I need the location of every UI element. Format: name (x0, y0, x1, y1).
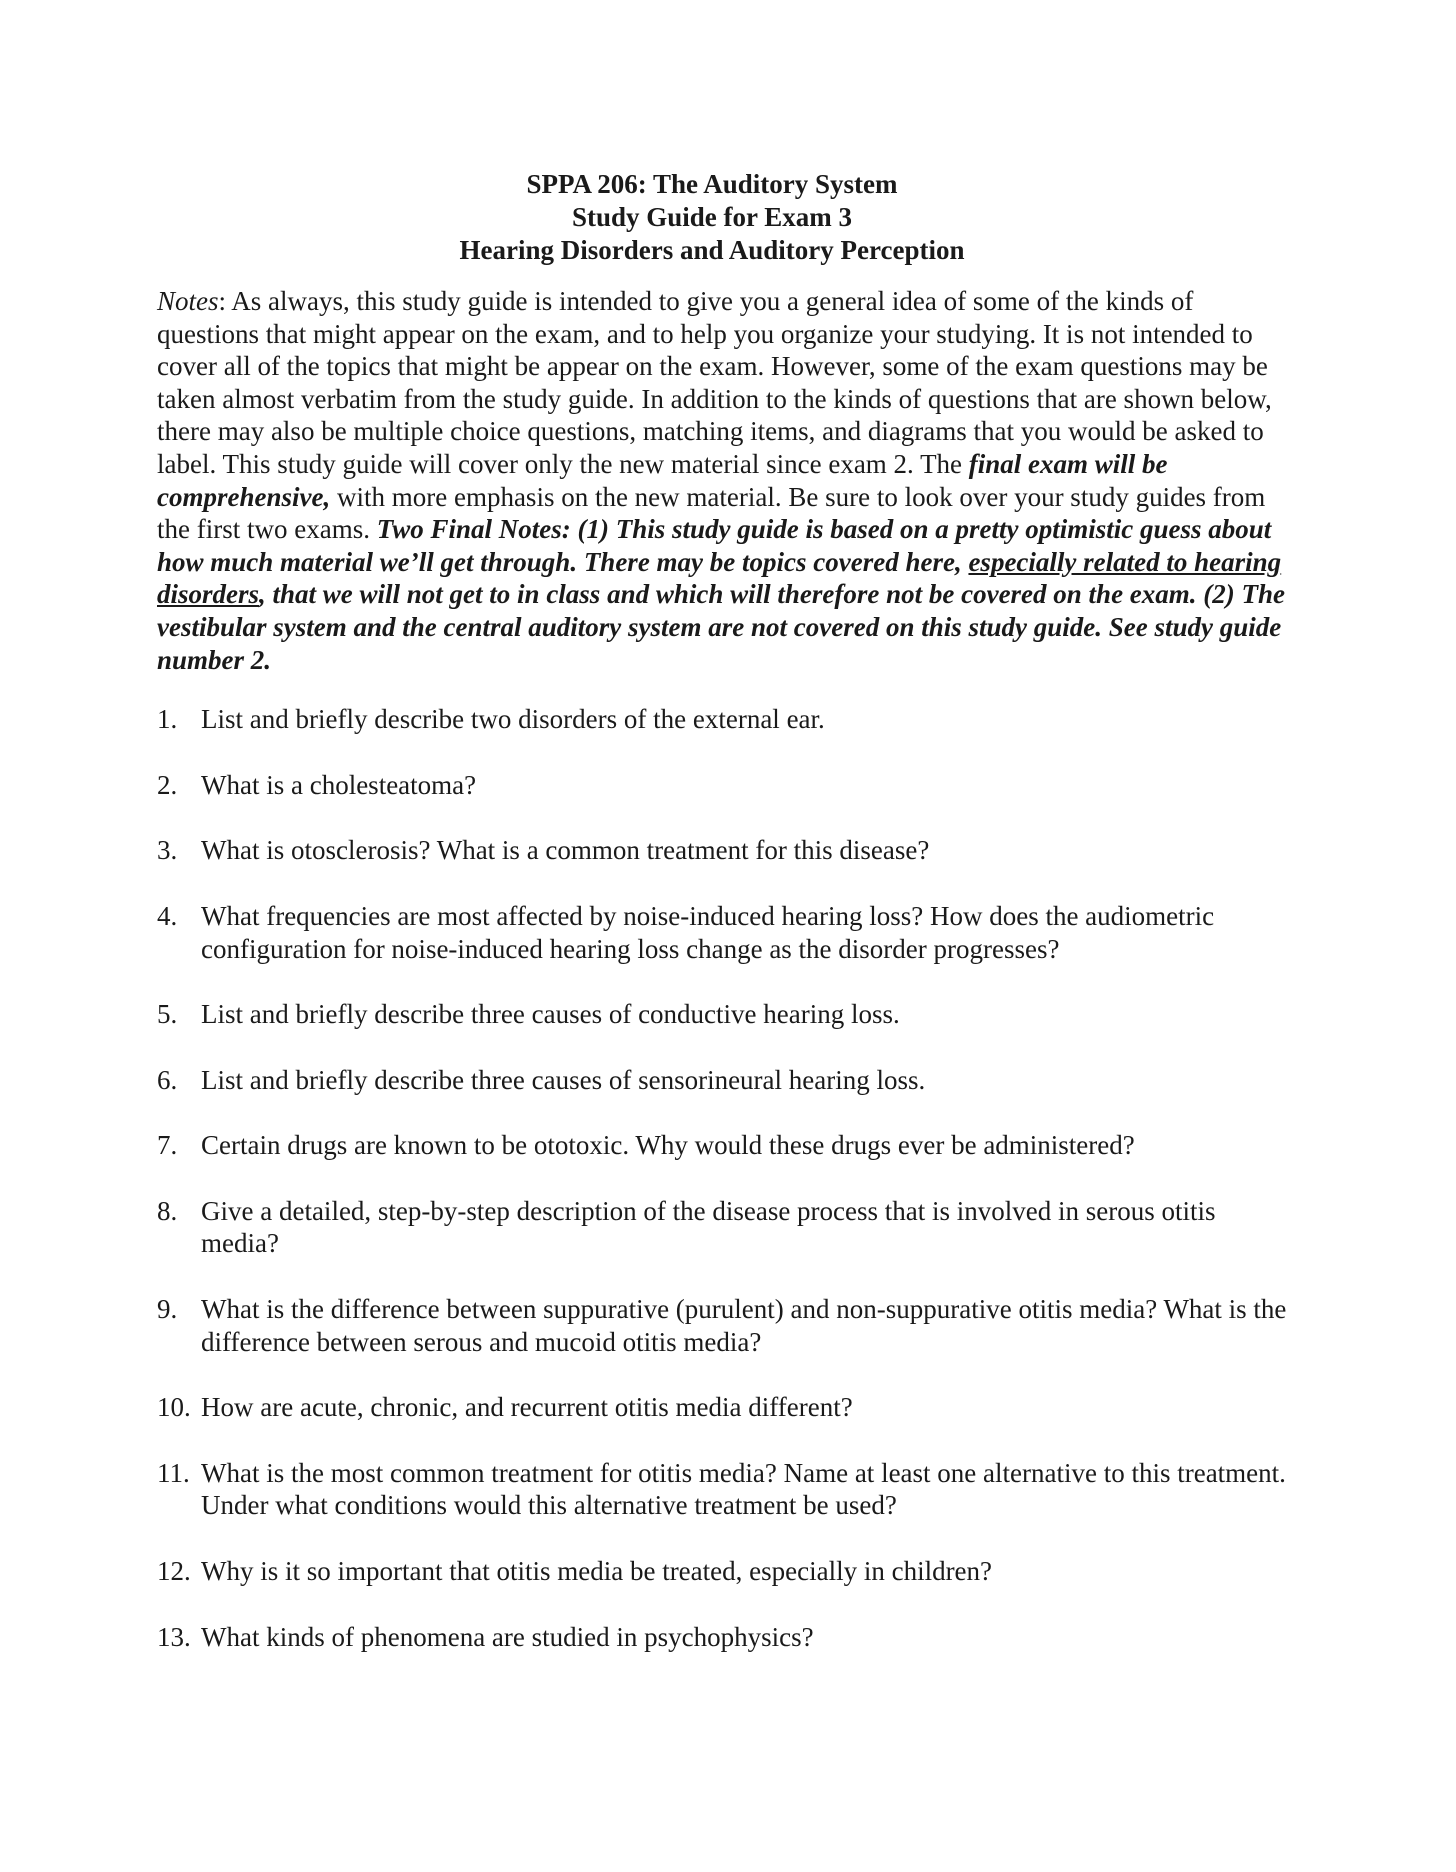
question-item (157, 900, 1287, 965)
question-text: List and briefly describe two disorders of the external ear. (201, 704, 825, 735)
question-number: 8. (157, 1195, 178, 1226)
question-item (157, 1621, 1287, 1654)
notes-paragraph (157, 285, 1287, 676)
question-number: 9. (157, 1294, 178, 1325)
notes-emphasis-2: Two Final Notes: (1) This study guide is based on a pretty optimistic guess about how much material we’ll get through. There may be topics covered here, (157, 514, 1272, 577)
question-number: 2. (157, 769, 178, 800)
notes-text-2: with more emphasis on the new material. Be sure to look over your study guides from the first two exams. (157, 481, 1266, 545)
question-text: What is the most common treatment for otitis media? Name at least one alternative to this treatment. Under what conditions would this alternative treatment be used? (201, 1457, 1286, 1521)
notes-emphasis-underlined: especially related to hearing disorders (157, 546, 1282, 610)
course-title: SPPA 206: The Auditory System (526, 169, 898, 199)
question-text: What is the difference between suppurative (purulent) and non-suppurative otitis media? What is the difference between serous and mucoid otitis media? (201, 1294, 1287, 1357)
question-number: 10. (157, 1392, 191, 1423)
question-number: 11. (157, 1457, 190, 1488)
question-item (157, 1064, 1287, 1097)
notes-label: Notes (157, 286, 219, 316)
question-item (157, 1391, 1287, 1424)
question-text: What is a cholesteatoma? (201, 769, 477, 800)
question-item (157, 998, 1287, 1031)
question-number: 4. (157, 900, 178, 931)
question-item (157, 1293, 1287, 1358)
document-page (157, 168, 1287, 1686)
question-number: 3. (157, 835, 178, 866)
question-number: 13. (157, 1621, 191, 1652)
question-text: How are acute, chronic, and recurrent otitis media different? (201, 1392, 853, 1423)
question-text: What is otosclerosis? What is a common treatment for this disease? (201, 835, 930, 866)
question-text: Certain drugs are known to be ototoxic. Why would these drugs ever be administered? (201, 1130, 1135, 1161)
guide-subtitle: Hearing Disorders and Auditory Perception (459, 235, 965, 265)
question-number: 12. (157, 1556, 191, 1587)
notes-emphasis-1: final exam will be comprehensive, (157, 448, 1168, 512)
question-number: 6. (157, 1064, 178, 1095)
question-item (157, 1195, 1287, 1260)
question-number: 7. (157, 1130, 178, 1161)
question-number: 5. (157, 999, 178, 1030)
question-text: List and briefly describe three causes of sensorineural hearing loss. (201, 1064, 926, 1095)
question-item (157, 1129, 1287, 1162)
question-text: What kinds of phenomena are studied in psychophysics? (201, 1621, 814, 1652)
question-text: Give a detailed, step-by-step description of the disease process that is involved in serous otitis media? (201, 1195, 1216, 1259)
guide-title: Study Guide for Exam 3 (571, 202, 853, 232)
question-item (157, 703, 1287, 736)
notes-emphasis-3: , that we will not get to in class and which will therefore not be covered on the exam. (2) The vestibular system and the central auditory system are not covered on this study guide. See study guide number 2. (157, 579, 1286, 675)
question-text: Why is it so important that otitis media be treated, especially in children? (201, 1556, 993, 1587)
question-item (157, 769, 1287, 802)
question-number: 1. (157, 704, 178, 735)
question-list (157, 703, 1287, 1653)
question-item (157, 1457, 1287, 1522)
question-item (157, 1555, 1287, 1588)
notes-text-1: : As always, this study guide is intended to give you a general idea of some of the kinds of questions that might appear on the exam, and to help you organize your studying. It is not intended to cover all of the topics that might be appear on the exam. However, some of the exam questions may be taken almost verbatim from the study guide. In addition to the kinds of questions that are shown below, there may also be multiple choice questions, matching items, and diagrams that you would be asked to label. This study guide will cover only the new material since exam 2. The (157, 286, 1272, 479)
document-title (137, 168, 1287, 267)
question-text: What frequencies are most affected by noise-induced hearing loss? How does the audiometric configuration for noise-induced hearing loss change as the disorder progresses? (201, 900, 1215, 964)
question-text: List and briefly describe three causes of conductive hearing loss. (201, 999, 900, 1030)
question-item (157, 834, 1287, 867)
